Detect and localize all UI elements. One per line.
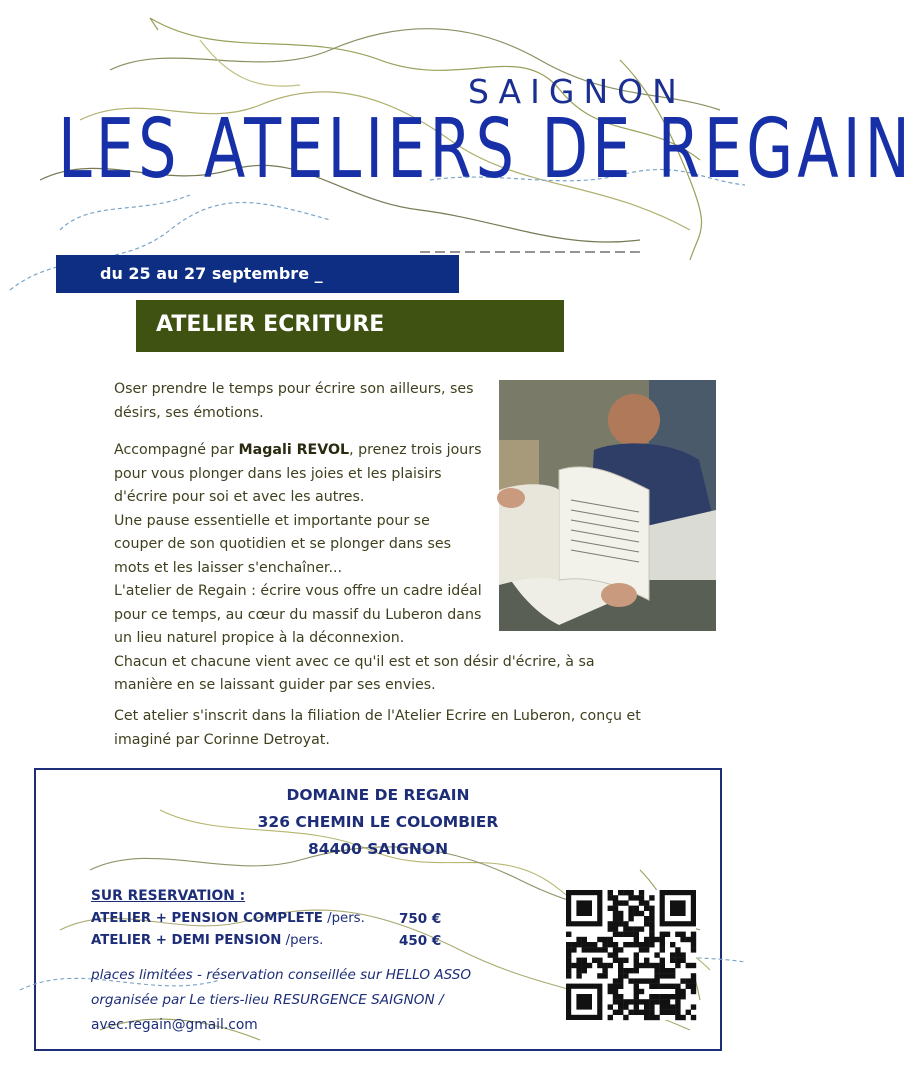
text-line: un lieu naturel propice à la déconnexion. (114, 630, 405, 646)
header-subtitle: SAIGNON (468, 72, 686, 111)
text-line: mots et les laisser s'enchaîner... (114, 559, 342, 576)
address-line-3: 84400 SAIGNON (307, 840, 449, 858)
text-line: d'écrire pour soi et avec les autres. (114, 489, 365, 505)
option-unit: /pers. (285, 933, 324, 948)
text-span: , prenez trois jours (349, 442, 482, 458)
text-line: Chacun et chacune vient avec ce qu'il est et son désir d'écrire, à sa (114, 653, 595, 670)
address-line-2: 326 CHEMIN LE COLOMBIER (257, 813, 499, 831)
text-line: Cet atelier s'inscrit dans la filiation de l'Atelier Ecrire en Luberon, conçu et (114, 708, 641, 724)
option-label: ATELIER + PENSION COMPLETE (91, 911, 323, 926)
option-half-board-price: 450 € (399, 933, 442, 949)
address-line-1: DOMAINE DE REGAIN (286, 786, 470, 804)
text-line: Une pause essentielle et importante pour se (114, 512, 430, 529)
note-limited-places: places limitées - réservation conseillée sur HELLO ASSO (91, 967, 472, 983)
qr-code-icon[interactable] (566, 890, 696, 1020)
text-line: pour vous plonger dans les joies et les plaisirs (114, 465, 442, 482)
text-line: désirs, ses émotions. (114, 404, 264, 421)
text-line: L'atelier de Regain : écrire vous offre un cadre idéal (114, 583, 482, 599)
option-full-board-price: 750 € (399, 911, 442, 927)
option-half-board (91, 933, 323, 948)
option-full-board (91, 911, 365, 926)
contact-email: avec.regain@gmail.com (91, 1017, 258, 1033)
note-organizer: organisée par Le tiers-lieu RESURGENCE SAIGNON / (91, 992, 444, 1008)
intro-paragraph-1 (114, 378, 474, 425)
atelier-title: ATELIER ECRITURE (156, 312, 385, 337)
intro-paragraph-3 (114, 705, 641, 752)
date-text: du 25 au 27 septembre _ (100, 264, 323, 283)
facilitator-name: Magali REVOL (238, 442, 350, 458)
header-title: LES ATELIERS DE REGAIN (58, 102, 914, 197)
option-unit: /pers. (327, 911, 365, 926)
photo-reading-book (499, 380, 716, 631)
text-span: Accompagné par (114, 442, 239, 458)
text-line: couper de son quotidien et se plonger dans ses (114, 536, 451, 552)
option-label: ATELIER + DEMI PENSION (91, 933, 282, 948)
atelier-band (136, 300, 564, 352)
text-line: manière en se laissant guider par ses envies. (114, 677, 436, 693)
text-line: pour ce temps, au cœur du massif du Luberon dans (114, 606, 482, 623)
text-line: imaginé par Corinne Detroyat. (114, 731, 330, 748)
reservation-heading: SUR RESERVATION : (91, 888, 246, 904)
text-line: Oser prendre le temps pour écrire son ailleurs, ses (114, 381, 474, 397)
date-band (56, 255, 459, 293)
